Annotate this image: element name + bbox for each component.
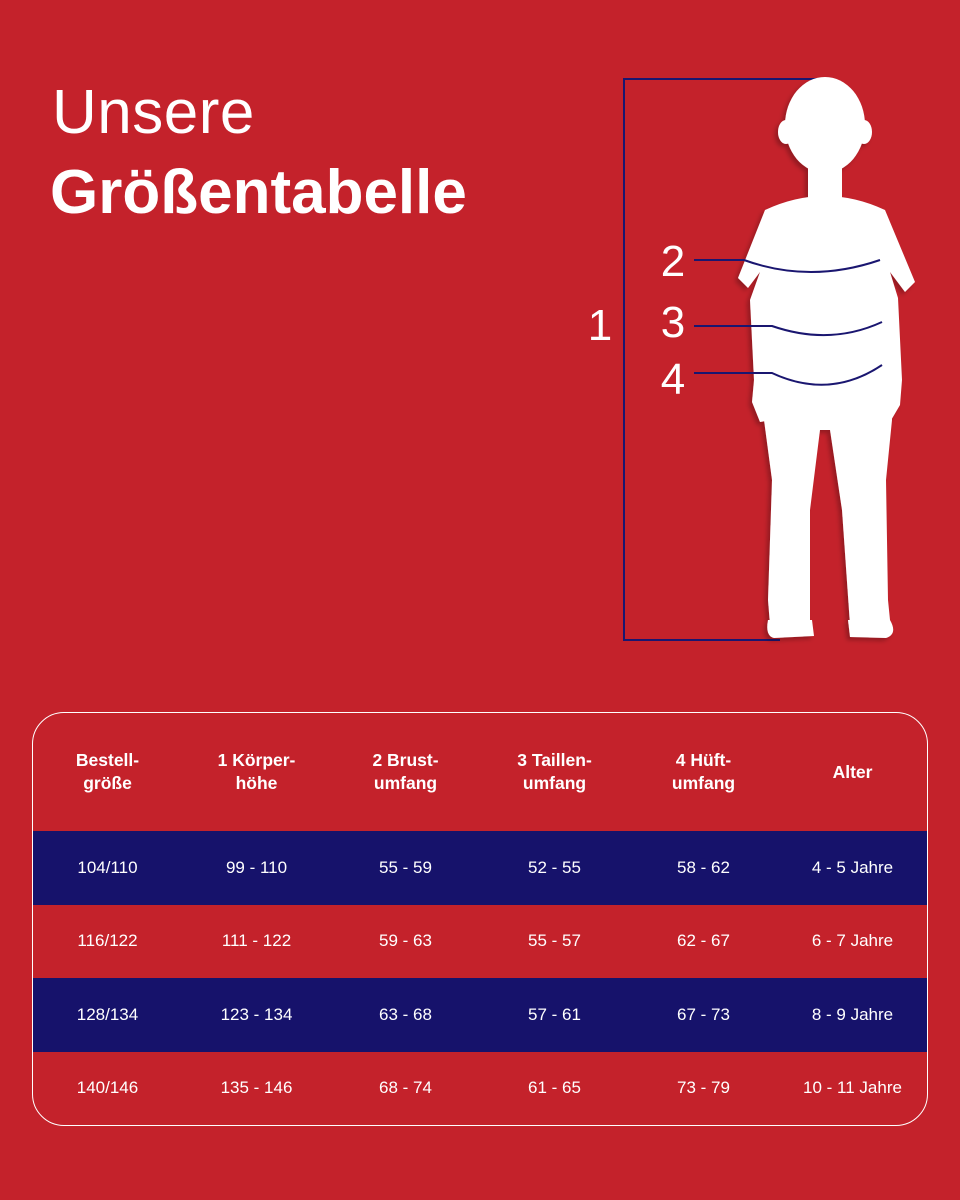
table-row	[33, 978, 927, 1052]
cell-body-height: 123 - 134	[220, 1004, 293, 1024]
title-line-2: Größentabelle	[50, 158, 467, 227]
cell-hip: 67 - 73	[677, 1004, 730, 1024]
cell-chest: 59 - 63	[379, 931, 432, 951]
title-line-1: Unsere	[52, 78, 255, 147]
cell-waist: 61 - 65	[528, 1078, 581, 1098]
cell-chest: 55 - 59	[379, 857, 432, 877]
cell-waist: 55 - 57	[528, 931, 581, 951]
table-row	[33, 905, 927, 979]
cell-order-size: 116/122	[77, 931, 138, 951]
child-measurement-figure	[560, 60, 940, 660]
cell-body-height: 99 - 110	[225, 857, 288, 877]
cell-chest: 63 - 68	[379, 1004, 432, 1024]
label-chest: 2	[660, 237, 686, 286]
cell-order-size: 140/146	[76, 1078, 139, 1098]
header-order-size: Bestell- größe	[75, 750, 140, 793]
header-chest: 2 Brust- umfang	[372, 750, 439, 793]
cell-hip: 58 - 62	[677, 857, 730, 877]
cell-age: 6 - 7 Jahre	[811, 931, 894, 951]
child-silhouette-illustration	[560, 60, 940, 660]
header-hip: 4 Hüft- umfang	[671, 750, 736, 793]
size-table	[32, 712, 928, 1126]
table-row	[33, 831, 927, 905]
cell-body-height: 135 - 146	[220, 1078, 293, 1098]
cell-order-size: 104/110	[77, 857, 138, 877]
header-body-height: 1 Körper- höhe	[217, 750, 296, 793]
cell-age: 4 - 5 Jahre	[811, 857, 894, 877]
label-waist: 3	[660, 298, 686, 347]
header-age: Alter	[832, 761, 873, 782]
cell-hip: 62 - 67	[677, 931, 730, 951]
cell-order-size: 128/134	[76, 1004, 139, 1024]
cell-hip: 73 - 79	[677, 1078, 730, 1098]
label-hip: 4	[660, 355, 686, 404]
cell-chest: 68 - 74	[379, 1078, 432, 1098]
cell-body-height: 111 - 122	[221, 931, 292, 951]
cell-waist: 52 - 55	[528, 857, 581, 877]
child-silhouette	[738, 77, 915, 638]
table-row	[33, 1052, 927, 1126]
cell-age: 10 - 11 Jahre	[803, 1078, 902, 1098]
header-waist: 3 Taillen- umfang	[517, 750, 592, 793]
label-height: 1	[587, 301, 613, 350]
cell-age: 8 - 9 Jahre	[811, 1004, 894, 1024]
cell-waist: 57 - 61	[528, 1004, 581, 1024]
table-header-row	[33, 713, 927, 831]
